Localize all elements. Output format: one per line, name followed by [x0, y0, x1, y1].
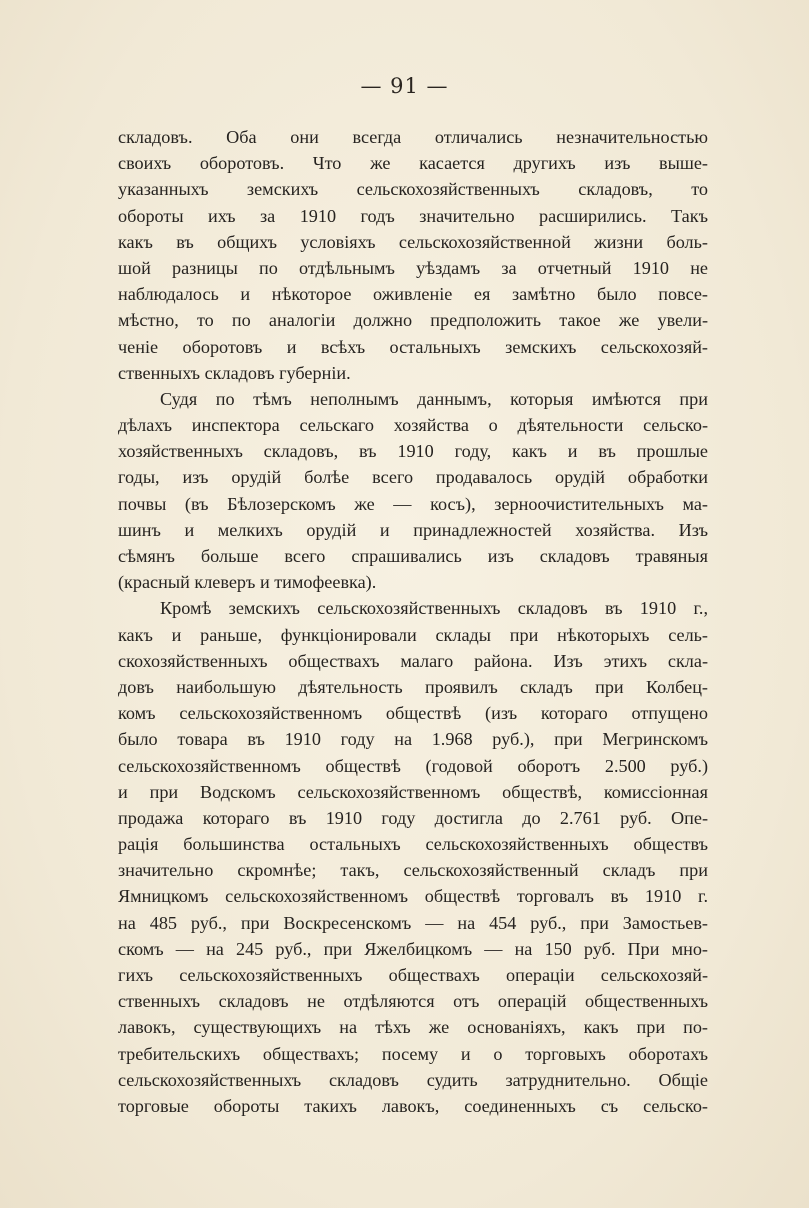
page-number: — 91 — [360, 74, 449, 98]
text-line: продажа котораго въ 1910 году достигла до 2.761 руб. Опе- [118, 807, 708, 828]
text-line: обороты ихъ за 1910 годъ значительно расширились. Такъ [118, 205, 708, 226]
text-line: сельскохозяйственномъ обществѣ (годовой оборотъ 2.500 руб.) [118, 755, 708, 776]
text-line: и при Водскомъ сельскохозяйственномъ обществѣ, комиссiонная [118, 781, 708, 802]
paragraph-first-line: Судя по тѣмъ неполнымъ даннымъ, которыя имѣются при [160, 388, 708, 409]
text-line: комъ сельскохозяйственномъ обществѣ (изъ котораго отпущено [118, 703, 708, 724]
text-line: Ямницкомъ сельскохозяйственномъ обществѣ торговалъ въ 1910 г. [118, 886, 708, 907]
text-line: на 485 руб., при Воскресенскомъ — на 454 руб., при Замостьев- [118, 912, 708, 933]
body-text [118, 124, 708, 1119]
text-line: годы, изъ орудiй болѣе всего продавалось орудiй обработки [118, 467, 708, 488]
text-line: хозяйственныхъ складовъ, въ 1910 году, какъ и въ прошлые [118, 441, 708, 462]
text-line: значительно скромнѣе; такъ, сельскохозяйственный складъ при [118, 860, 708, 881]
text-line: складовъ. Оба они всегда отличались незначительностью [118, 127, 708, 147]
text-line: почвы (въ Бѣлозерскомъ же — косъ), зерноочистительныхъ ма- [118, 493, 708, 514]
text-line: гихъ сельскохозяйственныхъ обществахъ операцiи сельскохозяй- [118, 965, 708, 985]
text-line: довъ наибольшую дѣятельность проявилъ складъ при Колбец- [118, 676, 708, 697]
text-line: своихъ оборотовъ. Что же касается другихъ изъ выше- [118, 153, 708, 174]
text-line: скохозяйственныхъ обществахъ малаго района. Изъ этихъ скла- [118, 650, 708, 671]
text-line: ственныхъ складовъ губернiи. [118, 362, 351, 383]
text-line: было товара въ 1910 году на 1.968 руб.), при Мегринскомъ [118, 729, 708, 750]
text-line: требительскихъ обществахъ; посему и о торговыхъ оборотахъ [118, 1043, 708, 1064]
text-line: ченiе оборотовъ и всѣхъ остальныхъ земскихъ сельскохозяй- [118, 336, 708, 357]
text-line: скомъ — на 245 руб., при Яжелбицкомъ — на 150 руб. При мно- [118, 938, 708, 959]
text-line: шой разницы по отдѣльнымъ уѣздамъ за отчетный 1910 не [118, 257, 708, 278]
text-line: торговые обороты такихъ лавокъ, соединенныхъ съ сельско- [118, 1095, 708, 1116]
text-line: сѣмянъ больше всего спрашивались изъ складовъ травяныя [118, 546, 708, 566]
text-line: дѣлахъ инспектора сельскаго хозяйства о дѣятельности сельско- [118, 415, 708, 436]
text-line: (красный клеверъ и тимофеевка). [118, 572, 377, 593]
text-line: лавокъ, существующихъ на тѣхъ же основанiяхъ, какъ при по- [118, 1017, 708, 1038]
text-line: шинъ и мелкихъ орудiй и принадлежностей хозяйства. Изъ [118, 519, 708, 540]
text-line: указанныхъ земскихъ сельскохозяйственныхъ складовъ, то [118, 179, 708, 200]
paragraph-first-line: Кромѣ земскихъ сельскохозяйственныхъ складовъ въ 1910 г., [160, 598, 708, 619]
text-line: какъ въ общихъ условiяхъ сельскохозяйственной жизни боль- [118, 231, 708, 252]
text-line: какъ и раньше, функцiонировали склады при нѣкоторыхъ сель- [118, 624, 708, 645]
text-line: сельскохозяйственныхъ складовъ судить затруднительно. Общiе [118, 1069, 708, 1090]
text-line: ственныхъ складовъ не отдѣляются отъ операцiй общественныхъ [118, 991, 708, 1012]
text-line: наблюдалось и нѣкоторое оживленiе ея замѣтно было повсе- [118, 284, 708, 305]
text-line: мѣстно, то по аналогiи должно предположить такое же увели- [118, 310, 708, 331]
text-line: рацiя большинства остальныхъ сельскохозяйственныхъ обществъ [118, 834, 708, 855]
